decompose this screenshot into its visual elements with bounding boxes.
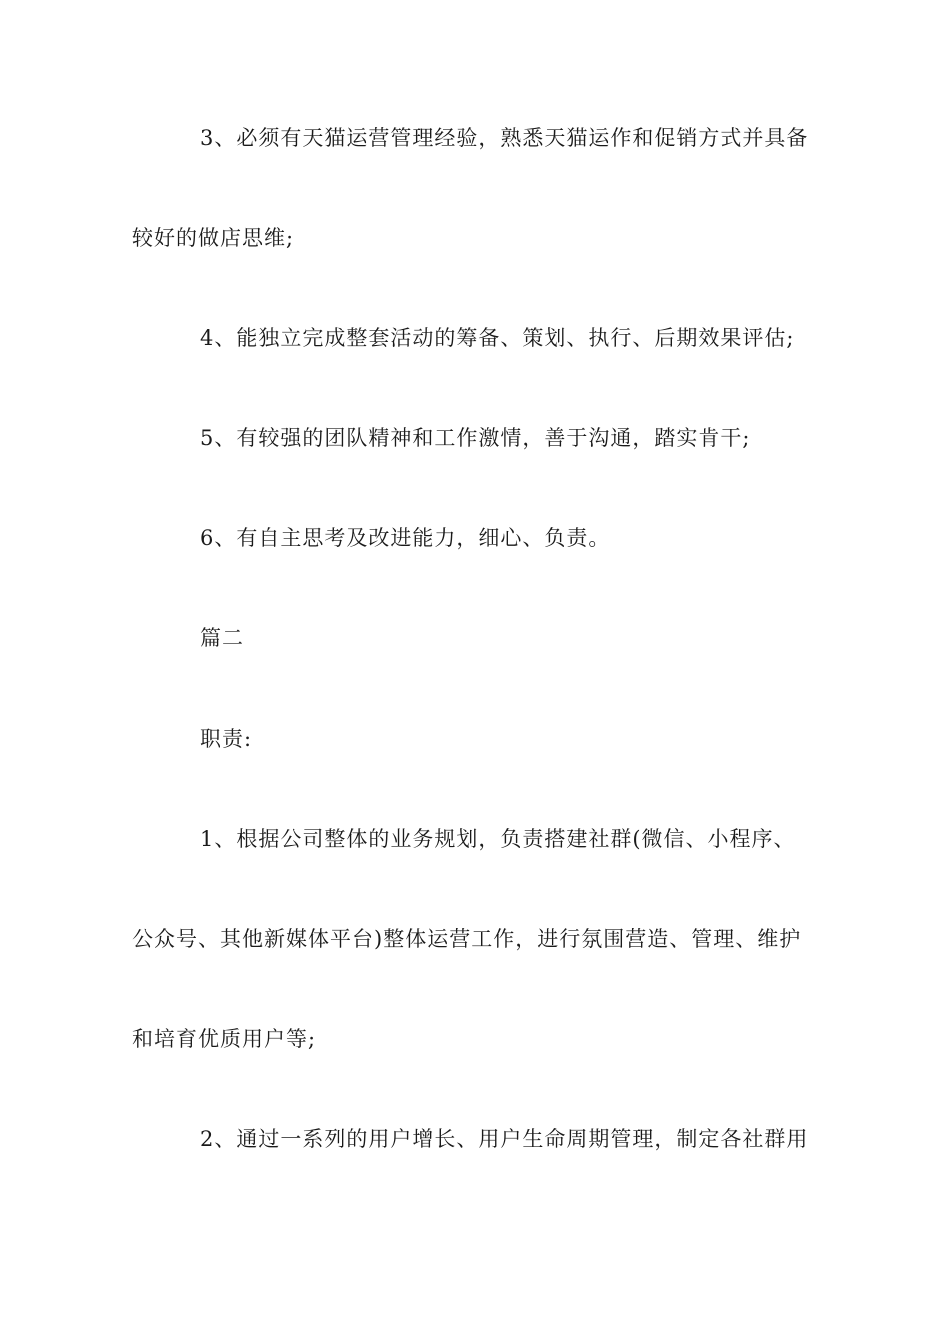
requirement-6: 6、有自主思考及改进能力，细心、负责。 xyxy=(200,526,611,550)
requirement-3-line-1: 3、必须有天猫运营管理经验，熟悉天猫运作和促销方式并具备 xyxy=(200,126,809,150)
duty-1-line-3: 和培育优质用户等; xyxy=(132,1027,317,1051)
duty-1-line-1: 1、根据公司整体的业务规划，负责搭建社群(微信、小程序、 xyxy=(200,827,796,851)
duty-2-line-1: 2、通过一系列的用户增长、用户生命周期管理，制定各社群用 xyxy=(200,1127,809,1151)
duty-1-line-2: 公众号、其他新媒体平台)整体运营工作，进行氛围营造、管理、维护 xyxy=(132,927,802,951)
duties-heading: 职责: xyxy=(200,727,253,751)
requirement-4: 4、能独立完成整套活动的筹备、策划、执行、后期效果评估; xyxy=(200,326,795,350)
requirement-5: 5、有较强的团队精神和工作激情，善于沟通，踏实肯干; xyxy=(200,426,751,450)
requirement-3-line-2: 较好的做店思维; xyxy=(132,226,295,250)
section-heading: 篇二 xyxy=(200,626,244,650)
